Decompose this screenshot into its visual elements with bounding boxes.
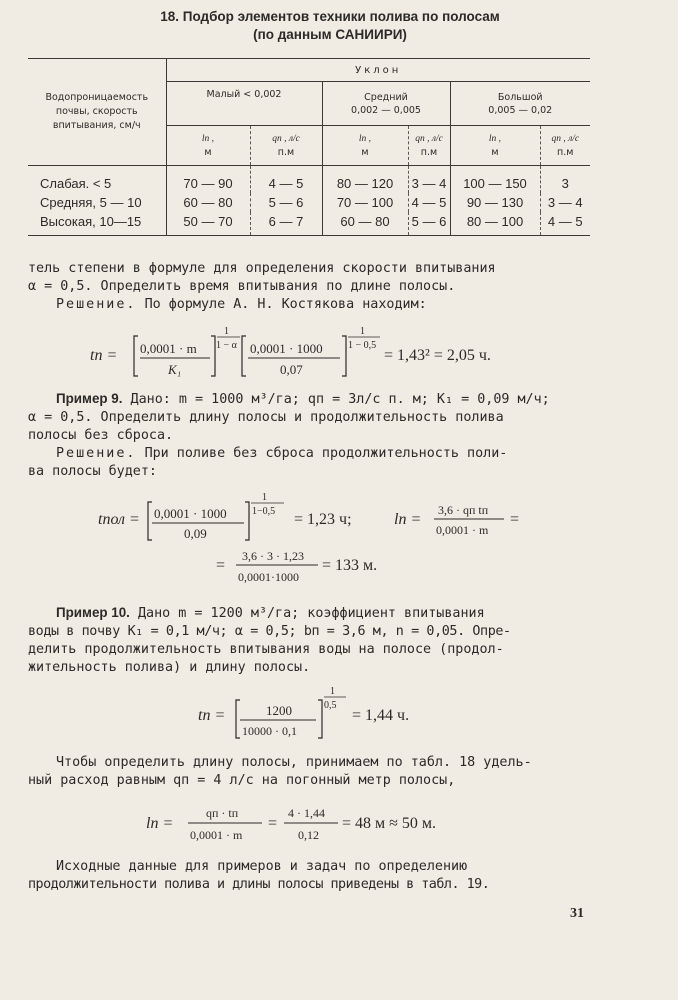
f2b-eq: =: [510, 511, 520, 528]
f1-num2: 0,0001 · 1000: [250, 341, 323, 356]
f5-num2: 4 · 1,44: [288, 806, 325, 820]
sub-sym: lп ,: [358, 133, 372, 144]
sub-header-q-3: [540, 126, 590, 166]
sub-header-l-1: [166, 126, 250, 166]
sub-sym: lп ,: [201, 133, 215, 144]
text-line: Чтобы определить длину полосы, принимаем по табл. 18 удель-: [56, 755, 532, 770]
sub-header-l-3: [450, 126, 540, 166]
paragraph-1: [28, 260, 590, 314]
f5-eq: =: [268, 815, 278, 832]
text-line: тель степени в формуле для определения скорости впитывания: [28, 261, 496, 276]
f2-exp-den: 1−0,5: [252, 506, 276, 517]
table-cell: 80 — 100: [450, 212, 540, 236]
table-cell: 50 — 70: [166, 212, 250, 236]
table-cell: 4 — 5: [250, 166, 322, 194]
table-cell: 3 — 4: [540, 193, 590, 212]
f3-den: 0,0001·1000: [238, 570, 299, 584]
text-line: [28, 296, 590, 314]
f1-exp2-den: 1 − 0,5: [348, 340, 377, 351]
irrigation-table: [28, 58, 590, 236]
slope-medium-name: Средний: [364, 91, 408, 103]
text-fragment: При поливе без сброса продолжительность поли-: [144, 446, 508, 461]
table-caption: [60, 8, 600, 44]
slope-medium-range: 0,002 — 0,005: [351, 104, 421, 116]
formula-1: [60, 322, 580, 384]
sub-sym: lп ,: [488, 133, 502, 144]
f2-result: = 1,23 ч;: [294, 511, 352, 528]
formula-4: [60, 684, 580, 740]
row-label: Слабая. < 5: [40, 176, 112, 191]
slope-large-range: 0,005 — 0,02: [488, 104, 553, 116]
slope-large-name: Большой: [497, 91, 543, 103]
text-fragment: По формуле А. Н. Костякова находим:: [144, 297, 427, 312]
text-line: α = 0,5. Определить время впитывания по длине полосы.: [28, 279, 456, 294]
table-cell: 100 — 150: [450, 166, 540, 194]
f4-exp-num: 1: [330, 686, 335, 697]
sub-sym: qп , л/с: [551, 133, 580, 144]
row-header-line2: почвы, скорость: [55, 106, 138, 117]
f5-den2: 0,12: [298, 828, 319, 842]
table-cell: 6 — 7: [250, 212, 322, 236]
example-9: [28, 390, 590, 481]
text-line: [28, 390, 590, 409]
formula-5: [60, 798, 580, 848]
text-line: полосы без сброса.: [28, 428, 174, 443]
f2b-lhs: lп =: [394, 511, 422, 528]
f5-result: = 48 м ≈ 50 м.: [342, 815, 437, 832]
text-fragment: Дано m = 1200 м³/га; коэффициент впитывания: [137, 606, 485, 621]
f1-den2: 0,07: [280, 362, 303, 377]
row-header-line3: впитывания, см/ч: [52, 120, 141, 131]
f1-exp2-num: 1: [360, 326, 365, 337]
solution-label: Решение.: [56, 446, 137, 461]
slope-large: [450, 82, 590, 126]
paragraph-5: [28, 754, 590, 790]
table-row: [28, 212, 590, 236]
slope-header: Уклон: [166, 59, 590, 82]
f1-exp1-den: 1 − α: [216, 340, 237, 351]
f1-lhs: tп =: [90, 347, 118, 364]
f3-result: = 133 м.: [322, 557, 378, 574]
f2b-num: 3,6 · qп tп: [438, 503, 489, 517]
sub-header-l-2: [322, 126, 408, 166]
formula-2: [60, 490, 580, 546]
text-line: [28, 604, 590, 623]
f1-den1: K₁: [168, 362, 182, 377]
f2-lhs: tпол =: [98, 511, 140, 528]
paragraph-6: [28, 858, 590, 894]
f5-lhs: lп =: [146, 815, 174, 832]
text-fragment: Дано: m = 1000 м³/га; qп = 3л/с п. м; K₁ = 0,09 м/ч;: [130, 392, 550, 407]
text-line: α = 0,5. Определить длину полосы и продолжительность полива: [28, 410, 504, 425]
slope-small: [166, 82, 322, 126]
table-caption-line2: (по данным САНИИРИ): [253, 27, 407, 42]
example-10: [28, 604, 590, 677]
f1-exp1-num: 1: [224, 326, 229, 337]
text-line: ва полосы будет:: [28, 464, 157, 479]
f3-lead: =: [216, 557, 226, 574]
table-cell: 5 — 6: [408, 212, 450, 236]
page-number: 31: [570, 906, 584, 921]
table-row: [28, 166, 590, 194]
table-cell: 5 — 6: [250, 193, 322, 212]
f2-num: 0,0001 · 1000: [154, 506, 227, 521]
example-9-label: Пример 9.: [56, 391, 123, 406]
table-cell: 3: [540, 166, 590, 194]
formula-3: [60, 544, 580, 588]
text-line: [28, 445, 590, 463]
text-line: Исходные данные для примеров и задач по определению: [56, 859, 468, 874]
f5-num1: qп · tп: [206, 806, 239, 820]
table-cell: 70 — 90: [166, 166, 250, 194]
row-label: Высокая, 10—15: [28, 212, 166, 236]
table-cell: 60 — 80: [322, 212, 408, 236]
table-cell: 3 — 4: [408, 166, 450, 194]
row-header: [28, 59, 166, 166]
slope-small-name: Малый < 0,002: [206, 89, 282, 100]
table-cell: 80 — 120: [322, 166, 408, 194]
f1-num1: 0,0001 · m: [140, 341, 197, 356]
text-line: воды в почву K₁ = 0,1 м/ч; α = 0,5; bп = 3,6 м, n = 0,05. Опре-: [28, 624, 511, 639]
sub-unit: п.м: [557, 146, 574, 158]
row-label: Средняя, 5 — 10: [40, 195, 142, 210]
sub-unit: п.м: [277, 146, 295, 158]
table-cell: 90 — 130: [450, 193, 540, 212]
sub-sym: qп , л/с: [415, 133, 443, 144]
text-line: жительность полива) и длину полосы.: [28, 660, 311, 675]
solution-label: Решение.: [56, 297, 137, 312]
table-cell: 4 — 5: [540, 212, 590, 236]
table-cell: 4 — 5: [408, 193, 450, 212]
example-10-label: Пример 10.: [56, 605, 130, 620]
text-line: продолжительности полива и длины полосы приведены в табл. 19.: [28, 877, 490, 892]
f2b-den: 0,0001 · m: [436, 523, 489, 537]
table-cell: 70 — 100: [322, 193, 408, 212]
f2-den: 0,09: [184, 526, 207, 541]
sub-unit: м: [491, 146, 499, 158]
text-line: делить продолжительность впитывания воды на полосе (продол-: [28, 642, 504, 657]
table-cell: 60 — 80: [166, 193, 250, 212]
f4-num: 1200: [266, 703, 292, 718]
f2-exp-num: 1: [262, 492, 267, 503]
sub-unit: м: [361, 146, 369, 158]
slope-medium: [322, 82, 450, 126]
table-row: [28, 193, 590, 212]
f4-result: = 1,44 ч.: [352, 707, 410, 724]
text-line: ный расход равным qп = 4 л/с на погонный метр полосы,: [28, 773, 456, 788]
f1-result: = 1,43² = 2,05 ч.: [384, 347, 491, 364]
f4-lhs: tп =: [198, 707, 226, 724]
sub-header-q-2: [408, 126, 450, 166]
row-header-line1: Водопроницаемость: [45, 92, 149, 103]
sub-unit: м: [204, 146, 212, 158]
sub-unit: п.м: [420, 146, 438, 158]
f3-num: 3,6 · 3 · 1,23: [242, 549, 304, 563]
sub-header-q-1: [250, 126, 322, 166]
f4-den: 10000 · 0,1: [242, 724, 297, 738]
sub-sym: qп , л/с: [272, 133, 300, 144]
f4-exp-den: 0,5: [324, 700, 337, 711]
table-caption-line1: 18. Подбор элементов техники полива по полосам: [160, 9, 500, 24]
f5-den1: 0,0001 · m: [190, 828, 243, 842]
